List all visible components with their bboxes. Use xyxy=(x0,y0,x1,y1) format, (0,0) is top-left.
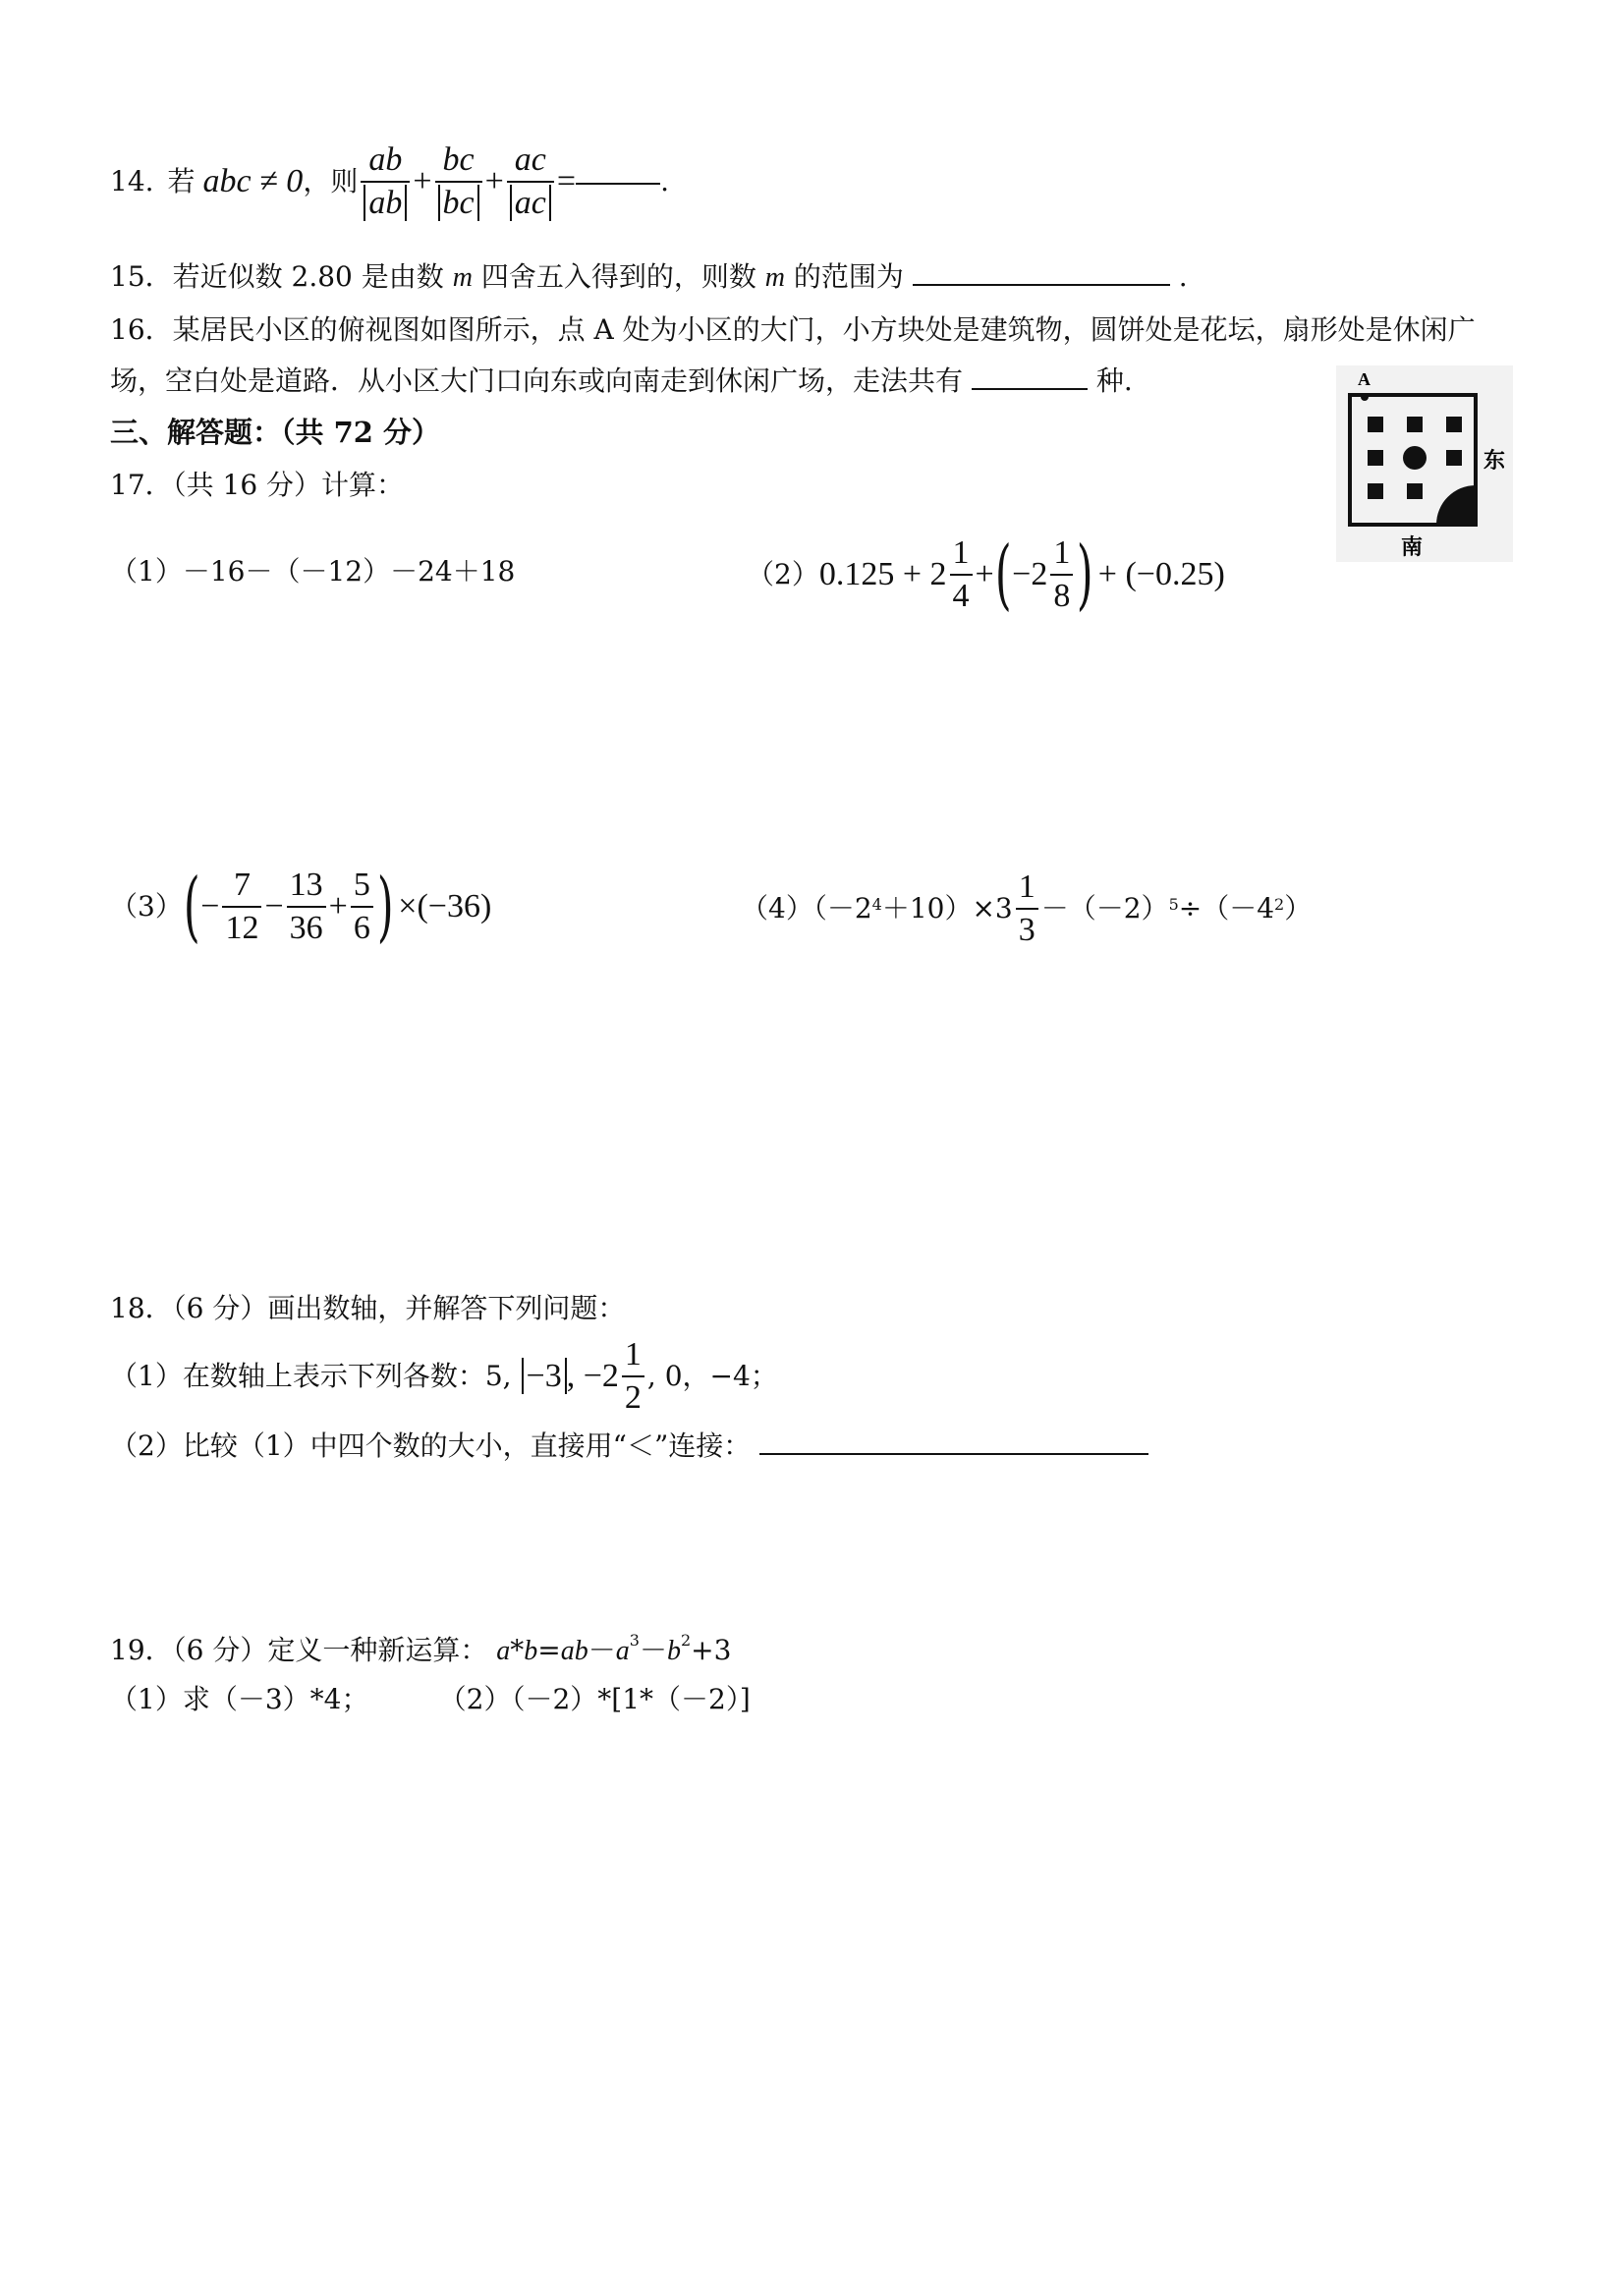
q17-part4 xyxy=(741,867,1312,951)
q14-frac3-den: ac xyxy=(510,185,551,221)
figure-label-a: A xyxy=(1358,369,1371,389)
flower-bed-icon xyxy=(1403,446,1427,470)
figure-label-east: 东 xyxy=(1483,449,1506,474)
q19-formula-a: a xyxy=(496,1636,511,1666)
q19-parts: （1）求（－3）*4； （2）（－2）*[1*（－2）] xyxy=(110,1683,751,1715)
left-paren: ( xyxy=(994,530,1012,619)
q16-figure xyxy=(1336,365,1513,562)
q16-line2-b: 种. xyxy=(1095,364,1133,397)
q19-header xyxy=(110,1631,732,1666)
q18-part1-frac-num: 1 xyxy=(624,1336,642,1373)
q18-part1-b: , −2 xyxy=(566,1358,619,1394)
q17-part4-exp1: 4 xyxy=(871,895,882,914)
q17-part3-frac1 xyxy=(222,868,261,945)
q17-part3-label: （3） xyxy=(110,890,183,923)
q16-line2-a: 场，空白处是道路．从小区大门口向东或向南走到休闲广场，走法共有 xyxy=(110,364,964,397)
q14-frac3 xyxy=(507,142,554,220)
q14-frac1-num: ab xyxy=(368,141,403,179)
right-paren: ) xyxy=(376,862,394,951)
q19-formula-tail: +3 xyxy=(691,1634,732,1666)
q17-header: 17．（共 16 分）计算： xyxy=(110,469,405,501)
q18-part1 xyxy=(110,1334,778,1419)
q17-part4-frac xyxy=(1016,869,1038,947)
q16-line2 xyxy=(110,364,1133,397)
q17-part2-label: （2） xyxy=(747,558,819,590)
q18-header: 18．（6 分）画出数轴，并解答下列问题： xyxy=(110,1292,626,1324)
building-icon xyxy=(1368,450,1383,466)
q14 xyxy=(110,138,669,226)
q19-formula-b: b xyxy=(524,1636,538,1666)
q15-end: . xyxy=(1178,260,1188,293)
q18-part2-text: （2）比较（1）中四个数的大小，直接用“＜”连接： xyxy=(110,1429,752,1462)
q17-part3-frac3 xyxy=(351,868,373,945)
q17-part2-frac2 xyxy=(1050,535,1073,613)
q17-part3-minus2: − xyxy=(264,888,284,924)
q14-end: . xyxy=(660,165,669,197)
q17-part4-d: ÷（－4 xyxy=(1178,892,1275,924)
q14-condition: abc ≠ 0 xyxy=(202,163,304,199)
q19-formula-exp1: 3 xyxy=(629,1631,640,1650)
q17-part3-minus1: − xyxy=(200,888,220,924)
building-icon xyxy=(1368,417,1383,432)
q19-formula-minus1: － xyxy=(588,1634,616,1666)
section3-title: 三、解答题：（共 72 分） xyxy=(110,416,441,449)
q17-part4-frac-num: 1 xyxy=(1018,868,1035,906)
q15-text-b: 四舍五入得到的，则数 xyxy=(480,260,756,293)
q17-part3-frac2-num: 13 xyxy=(289,867,323,904)
q17-part2-neg: −2 xyxy=(1012,556,1048,592)
q17-part3-tail: ×(−36) xyxy=(398,888,492,924)
building-icon xyxy=(1446,417,1462,432)
q14-frac1 xyxy=(361,142,410,220)
q17-part3-frac1-num: 7 xyxy=(233,867,251,904)
q19-formula-ab: ab xyxy=(560,1636,588,1666)
building-icon xyxy=(1446,450,1462,466)
q17-part2-frac2-num: 1 xyxy=(1053,534,1071,572)
q17-part2-frac1-den: 4 xyxy=(950,574,973,614)
q14-equals: = xyxy=(556,163,577,199)
q18-part1-c: , 0，−4； xyxy=(646,1360,778,1392)
q17-part4-frac-den: 3 xyxy=(1016,908,1038,948)
q17-part3-plus: + xyxy=(328,888,348,924)
q14-plus1: + xyxy=(413,163,432,199)
q14-then: ，则 xyxy=(303,165,359,197)
q14-answer-blank[interactable] xyxy=(576,179,660,185)
q15 xyxy=(110,260,1188,293)
q15-var-m-2: m xyxy=(764,262,785,293)
q17-part3-frac3-den: 6 xyxy=(351,906,373,946)
q17-part2 xyxy=(747,531,1225,619)
q17-part4-exp3: 2 xyxy=(1274,895,1285,914)
q17-part3-frac3-num: 5 xyxy=(353,867,370,904)
q14-frac1-den: ab xyxy=(364,185,407,221)
q17-part3-frac2 xyxy=(287,868,326,945)
q18-part1-frac xyxy=(622,1337,644,1415)
right-paren: ) xyxy=(1077,530,1093,619)
q18-part1-abs: −3 xyxy=(522,1358,567,1394)
q19-formula-star: * xyxy=(510,1634,525,1666)
q17-part3-frac1-den: 12 xyxy=(222,906,261,946)
q17-part4-a: （4）（－2 xyxy=(741,892,872,924)
q14-frac2-num: bc xyxy=(442,141,475,179)
q17-part3-frac2-den: 36 xyxy=(287,906,326,946)
q15-text-c: 的范围为 xyxy=(793,260,904,293)
q17-part2-frac2-den: 8 xyxy=(1050,574,1073,614)
q19-formula-a2: a xyxy=(615,1636,630,1666)
q16-answer-blank[interactable] xyxy=(972,384,1088,390)
q19-formula-b2: b xyxy=(666,1636,681,1666)
q19-formula-eq: = xyxy=(537,1634,561,1666)
q17-part4-c: －（－2） xyxy=(1040,892,1169,924)
q17-part4-e: ） xyxy=(1284,892,1313,924)
q15-text-a: 15．若近似数 2.80 是由数 xyxy=(110,260,444,293)
q18-part2 xyxy=(110,1429,1148,1462)
q17-part4-b: ＋10）×3 xyxy=(881,892,1013,924)
left-paren: ( xyxy=(183,862,200,951)
building-icon xyxy=(1407,483,1423,499)
q18-part1-a: （1）在数轴上表示下列各数：5, xyxy=(110,1360,512,1392)
q14-plus2: + xyxy=(484,163,504,199)
q17-part4-exp2: 5 xyxy=(1168,895,1179,914)
q15-answer-blank[interactable] xyxy=(913,280,1170,286)
q18-part1-frac-den: 2 xyxy=(622,1375,644,1416)
q17-part1: （1）－16－（－12）－24＋18 xyxy=(110,555,516,588)
q14-frac2 xyxy=(435,142,482,220)
q17-part2-frac1 xyxy=(950,535,973,613)
q18-answer-blank[interactable] xyxy=(759,1449,1148,1455)
q14-prefix: 若 xyxy=(167,165,196,197)
q17-part2-plus: + xyxy=(975,556,994,592)
q14-number: 14. xyxy=(110,165,154,197)
q19-formula-exp2: 2 xyxy=(680,1631,692,1650)
q16-line1: 16．某居民小区的俯视图如图所示，点 A 处为小区的大门，小方块处是建筑物，圆饼处是花坛，扇形处是休闲广 xyxy=(110,313,1476,346)
community-map-figure xyxy=(1336,365,1513,562)
building-icon xyxy=(1368,483,1383,499)
q17-part3 xyxy=(110,863,491,951)
q17-part2-a: 0.125 + 2 xyxy=(818,556,947,592)
q14-frac3-num: ac xyxy=(514,141,546,179)
figure-label-south: 南 xyxy=(1401,535,1424,560)
q19-formula-minus2: － xyxy=(639,1634,667,1666)
q14-frac2-den: bc xyxy=(438,185,479,221)
q17-part2-tail: + (−0.25) xyxy=(1097,556,1225,592)
q15-var-m: m xyxy=(452,262,473,293)
q17-part2-frac1-num: 1 xyxy=(952,534,970,572)
building-icon xyxy=(1407,417,1423,432)
q19-header-text: 19．（6 分）定义一种新运算： xyxy=(110,1634,488,1666)
